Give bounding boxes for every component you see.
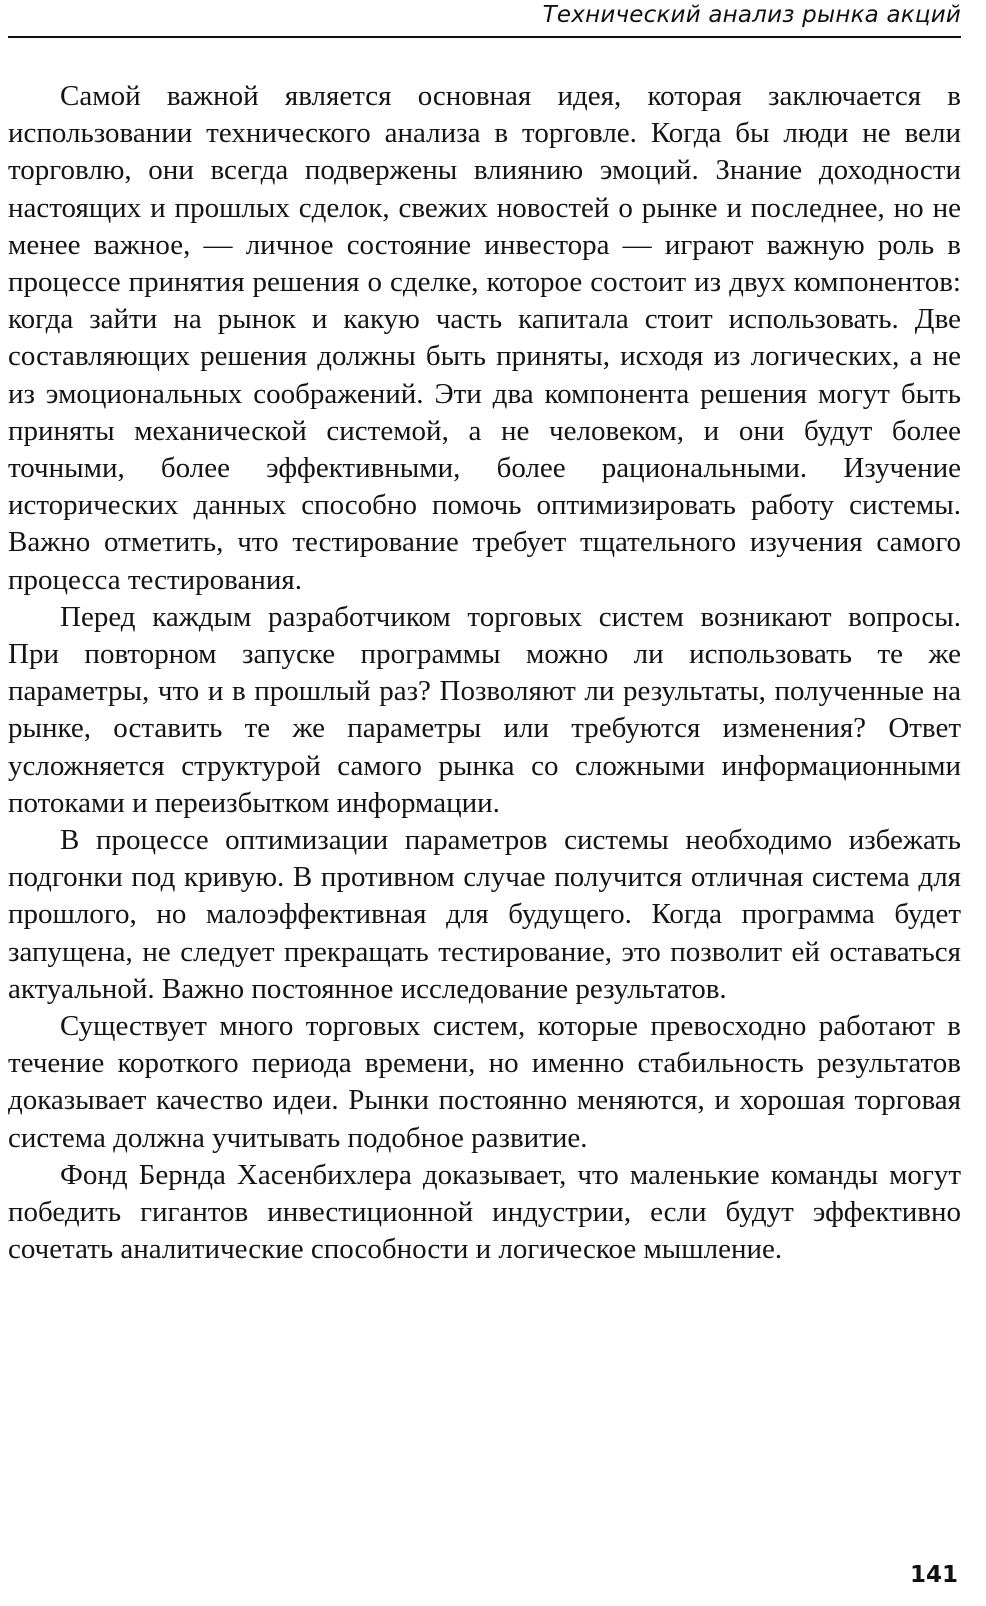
paragraph: Фонд Бернда Хасенбихлера доказывает, что маленькие команды могут победить гигантов инвестиционной индустрии, если будут эффективно сочетать аналитические способности и логическое мышление. — [8, 1158, 961, 1266]
body-text — [8, 78, 961, 1269]
header-rule — [8, 36, 961, 38]
page-number: 141 — [909, 1562, 958, 1588]
paragraph: Существует много торговых систем, которые превосходно работают в течение короткого периода времени, но именно стабильность результатов доказывает качество идеи. Рынки постоянно меняются, и хорошая торговая система должна учитывать подобное развитие. — [8, 1010, 961, 1154]
paragraph: Перед каждым разработчиком торговых систем возникают вопросы. При повторном запуске программы можно ли использовать те же параметры, что и в прошлый раз? Позволяют ли результаты, полученные на рынке, оставить те же параметры или требуются изменения? Ответ усложняется структурой самого рынка со сложными информационными потоками и переизбытком информации. — [8, 600, 961, 819]
paragraph: В процессе оптимизации параметров системы необходимо избежать подгонки под кривую. В противном случае получится отличная система для прошлого, но малоэффективная для будущего. Когда программа будет запущена, не следует прекращать тестирование, это позволит ей оставаться актуальной. Важно постоянное исследование результатов. — [8, 824, 961, 1005]
paragraph: Самой важной является основная идея, которая заключается в использовании технического анализа в торговле. Когда бы люди не вели торговлю, они всегда подвержены влиянию эмоций. Знание доходности настоящих и прошлых сделок, свежих новостей о рынке и последнее, но не менее важное, — личное состояние инвестора — играют важную роль в процессе принятия решения о сделке, которое состоит из двух компонентов: когда зайти на рынок и какую часть капитала стоит использовать. Две составляющих решения должны быть приняты, исходя из логических, а не из эмоциональных соображений. Эти два компонента решения могут быть приняты механической системой, а не человеком, и они будут более точными, более эффективными, более рациональными. Изучение исторических данных способно помочь оптимизировать работу системы. Важно отметить, что тестирование требует тщательного изучения самого процесса тестирования. — [8, 80, 961, 596]
running-head: Технический анализ рынка акций — [542, 2, 961, 28]
